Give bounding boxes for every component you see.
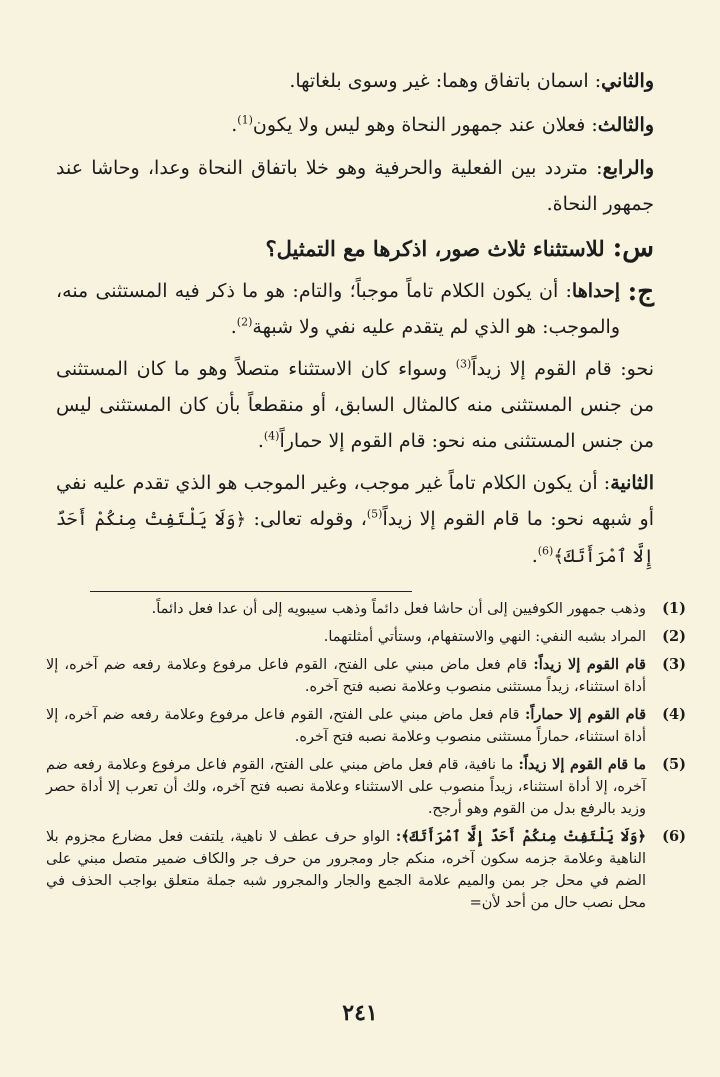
page-number: ٢٤١	[342, 1000, 378, 1026]
text-second: : اسمان باتفاق وهما: غير وسوى بلغاتها.	[289, 70, 602, 92]
footnote-4	[46, 704, 686, 748]
footnote-5	[46, 754, 686, 820]
footnote-ref-5[interactable]: (5)	[366, 507, 383, 521]
footnote-text: الواو حرف عطف لا ناهية، يلتفت فعل مضارع مجزوم بلا الناهية وعلامة جزمه سكون آخره، منكم جار ومجرور من حرف جر والكاف ضمير متصل مبني على الضم في محل جر بمن والميم علامة الجمع والجار والمجرور شبه جملة متعلق بواجب الحذف في محل نصب حال من أحد لأن=	[46, 829, 646, 911]
footnote-text: قام فعل ماض مبني على الفتح، القوم فاعل مرفوع وعلامة رفعه ضم آخره، إلا أداة استثناء، حماراً مستثنى منصوب وعلامة نصبه فتح آخره.	[46, 707, 646, 745]
example-text-end: .	[257, 430, 264, 452]
paragraph-fourth	[56, 150, 654, 222]
question-marker: س:	[612, 233, 654, 263]
footnote-ref-3[interactable]: (3)	[455, 357, 472, 371]
footnote-ref-6[interactable]: (6)	[537, 544, 554, 558]
text-first: : أن يكون الكلام تاماً موجباً؛ والتام: هو ما ذكر فيه المستثنى منه، والموجب: هو الذي لم يتقدم عليه نفي ولا شبهة	[56, 280, 620, 338]
footnote-number: (4)	[662, 706, 686, 723]
footnote-label: قام القوم إلا حماراً:	[525, 706, 646, 723]
footnote-number: (2)	[662, 628, 686, 645]
text-second-form-end: .	[531, 545, 538, 567]
footnote-body	[46, 704, 646, 748]
footnote-number: (3)	[662, 656, 686, 673]
text-second-form-2: ، وقوله تعالى:	[246, 508, 367, 530]
answer-marker: ج:	[627, 277, 654, 307]
footnote-label: ما قام القوم إلا زيداً:	[518, 756, 646, 773]
label-second-form: الثانية	[610, 472, 654, 494]
quran-verse: ﴿وَلَا يَلْتَفِتْ مِنكُمْ أَحَدٌ إِلَّا ٱمْرَأَتَكَ﴾	[56, 509, 654, 567]
main-text	[56, 62, 654, 581]
footnote-number: (5)	[662, 756, 686, 773]
footnote-label: ﴿وَلَا يَلْتَفِتْ مِنكُمْ أَحَدٌ إِلَّا ٱمْرَأَتَكَ﴾:	[395, 828, 646, 845]
label-first: إحداها	[571, 280, 620, 302]
answer-first	[56, 273, 620, 345]
footnote-number: (6)	[662, 828, 686, 845]
text-first-end: .	[230, 316, 237, 338]
label-second: والثاني	[601, 70, 654, 92]
footnote-number: (1)	[662, 600, 686, 617]
footnote-text: وذهب جمهور الكوفيين إلى أن حاشا فعل دائماً وذهب سيبويه إلى أن عدا فعل دائماً.	[151, 601, 646, 617]
text-third: : فعلان عند جمهور النحاة وهو ليس ولا يكون	[252, 114, 598, 136]
paragraph-second-form	[56, 465, 654, 575]
footnote-3	[46, 654, 686, 698]
paragraph-third	[56, 106, 654, 144]
example-text-1: نحو: قام القوم إلا زيداً	[471, 358, 654, 380]
question-text: للاستثناء ثلاث صور، اذكرها مع التمثيل؟	[265, 236, 605, 261]
footnote-ref-1[interactable]: (1)	[237, 113, 253, 127]
footnote-2	[46, 626, 686, 648]
footnote-label: قام القوم إلا زيداً:	[533, 656, 646, 673]
paragraph-second	[56, 62, 654, 100]
text-fourth: : متردد بين الفعلية والحرفية وهو خلا باتفاق النحاة وعدا، وحاشا عند جمهور النحاة.	[56, 157, 654, 215]
footnote-text: المراد بشبه النفي: النهي والاستفهام، وستأتي أمثلتهما.	[323, 629, 646, 645]
example-text-2: وسواء كان الاستثناء متصلاً وهو ما كان المستثنى من جنس المستثنى منه كالمثال السابق، أو منقطعاً بأن كان المستثنى ليس من جنس المستثنى منه نحو: قام القوم إلا حماراً	[56, 358, 654, 452]
answer-body	[56, 273, 620, 351]
footnote-body	[46, 754, 646, 820]
label-third: والثالث	[597, 114, 654, 136]
footnote-text: قام فعل ماض مبني على الفتح، القوم فاعل مرفوع وعلامة رفعه ضم آخره، إلا أداة استثناء، زيداً مستثنى منصوب وعلامة نصبه فتح آخره.	[46, 657, 646, 695]
question	[56, 228, 654, 269]
example-paragraph	[56, 351, 654, 459]
label-fourth: والرابع	[602, 157, 654, 179]
footnote-6	[46, 826, 686, 914]
answer	[56, 273, 654, 351]
footnotes	[46, 598, 686, 920]
footnote-body	[46, 826, 646, 914]
text-third-end: .	[231, 114, 238, 136]
footnote-separator	[90, 591, 412, 592]
footnote-text: ما نافية، قام فعل ماض مبني على الفتح، القوم فاعل مرفوع وعلامة رفعه ضم آخره، إلا أداة استثناء، زيداً منصوب على الاستثناء وعلامة نصبه فتح آخره، ولك أن تعرب إلا أداة حصر وزيد بالرفع بدل من القوم وهو أرجح.	[46, 757, 646, 817]
text-second-form-1: : أن يكون الكلام تاماً غير موجب، وغير الموجب هو الذي تقدم عليه نفي أو شبهه نحو: ما قام القوم إلا زيداً	[56, 472, 654, 530]
footnote-body	[46, 654, 646, 698]
footnote-ref-2[interactable]: (2)	[236, 315, 253, 329]
footnote-1	[46, 598, 686, 620]
footnote-ref-4[interactable]: (4)	[263, 429, 280, 443]
